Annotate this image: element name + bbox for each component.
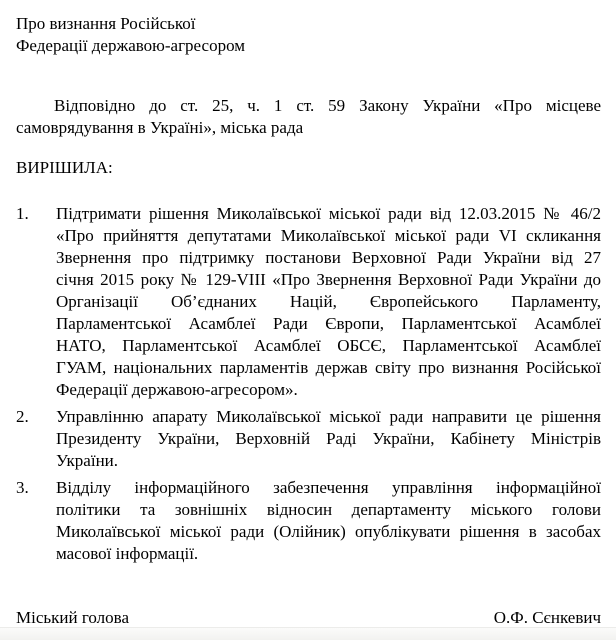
item-text [56, 406, 601, 472]
list-item [16, 477, 601, 565]
item-line: масової інформації. [56, 544, 199, 563]
subject-line: Про визнання Російської [16, 14, 196, 33]
item-line: ГУАМ, національних парламентів держав світу про визнання Російської [56, 358, 601, 377]
item-line: Миколаївської міської ради (Олійник) опублікувати рішення в засобах [56, 522, 601, 541]
item-line: Парламентської Асамблеї Ради Європи, Парламентської Асамблеї [56, 314, 601, 333]
item-text [56, 477, 601, 565]
item-number: 3. [16, 478, 29, 497]
subject-line: Федерації державою-агресором [16, 36, 246, 55]
item-line: Федерації державою-агресором». [56, 380, 298, 399]
preamble-line: Відповідно до ст. 25, ч. 1 ст. 59 Закону України «Про місцеве [54, 96, 601, 115]
item-line: Президенту України, Верховній Раді України, Кабінету Міністрів [56, 429, 601, 448]
item-text [56, 203, 601, 401]
item-line: Підтримати рішення Миколаївської міської ради від 12.03.2015 № 46/2 [56, 204, 601, 223]
item-number: 1. [16, 204, 29, 223]
item-line: НАТО, Парламентської Асамблеї ОБСЄ, Парламентської Асамблеї [56, 336, 601, 355]
resolution-items [16, 203, 601, 565]
signature-name: О.Ф. Сєнкевич [493, 608, 601, 627]
item-line: політики та зовнішніх відносин департаменту міського голови [56, 500, 601, 519]
page-bottom-edge [0, 627, 616, 640]
resolution-word: ВИРІШИЛА: [16, 158, 113, 177]
list-item [16, 406, 601, 472]
item-line: Організації Об’єднаних Націй, Європейського Парламенту, [56, 292, 601, 311]
signature-title: Міський голова [16, 608, 129, 627]
item-line: січня 2015 року № 129-VIII «Про Звернення Верховної Ради України до [56, 270, 601, 289]
list-item [16, 203, 601, 401]
item-line: Звернення про підтримку постанови Верховної Ради України від 27 [56, 248, 601, 267]
subject-block [16, 13, 601, 57]
item-number: 2. [16, 407, 29, 426]
item-line: «Про прийняття депутатами Миколаївської міської ради VI скликання [56, 226, 601, 245]
signature-row [16, 607, 601, 629]
preamble-line: самоврядування в Україні», міська рада [16, 118, 304, 137]
item-line: Відділу інформаційного забезпечення управління інформаційної [56, 478, 601, 497]
preamble [16, 95, 601, 139]
item-line: України. [56, 451, 119, 470]
item-line: Управлінню апарату Миколаївської міської ради направити це рішення [56, 407, 601, 426]
